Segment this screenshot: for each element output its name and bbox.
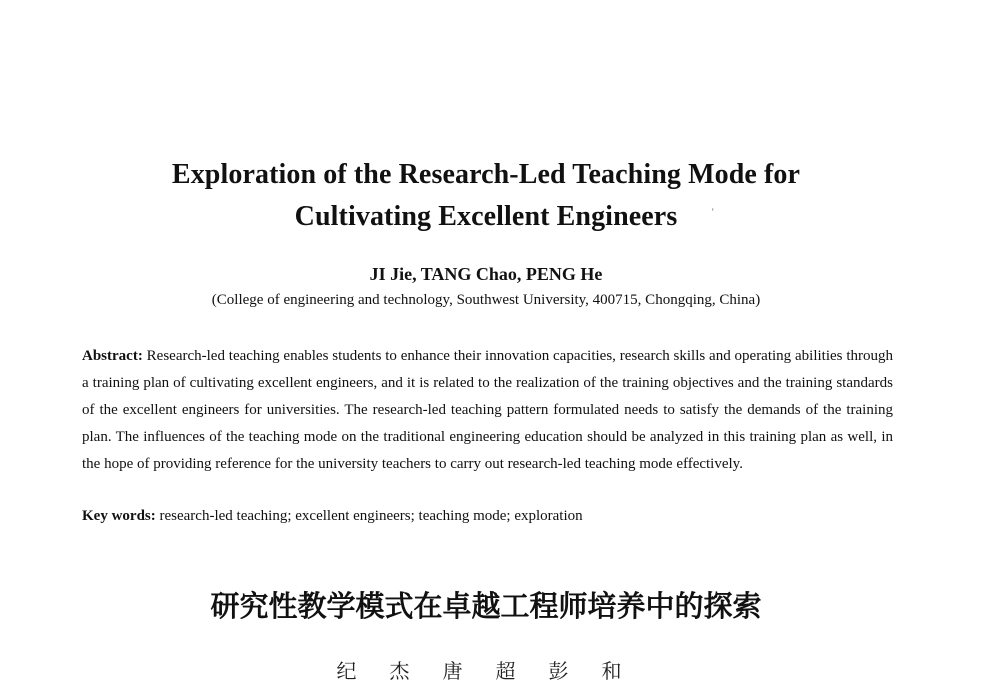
chinese-authors: 纪 杰 唐 超 彭 和 — [336, 661, 636, 683]
keywords-label: Key words: — [82, 508, 156, 524]
abstract-label: Abstract: — [82, 348, 143, 364]
keywords-text: research-led teaching; excellent engineers; teaching mode; exploration — [159, 508, 583, 524]
chinese-title: 研究性教学模式在卓越工程师培养中的探索 — [210, 589, 762, 623]
title-line-2: Cultivating Excellent Engineers — [294, 201, 678, 232]
authors: JI Jie, TANG Chao, PENG He — [369, 264, 603, 284]
abstract — [82, 343, 893, 478]
abstract-text: Research-led teaching enables students to enhance their innovation capacities, research skills and operating abilities through a training plan of cultivating excellent engineers, and it is related to the realization of the training objectives and the training standards of the excellent engineers for universities. The research-led teaching pattern formulated needs to satisfy the demands of the training plan. The influences of the teaching mode on the traditional engineering education should be analyzed in this training plan as well, in the hope of providing reference for the university teachers to carry out research-led teaching mode effectively. — [82, 348, 893, 472]
keywords — [82, 505, 893, 527]
footnote-mark: ' — [712, 207, 714, 217]
title-line-1: Exploration of the Research-Led Teaching Mode for — [171, 159, 801, 190]
affiliation: (College of engineering and technology, Southwest University, 400715, Chongqing, China) — [211, 292, 761, 308]
